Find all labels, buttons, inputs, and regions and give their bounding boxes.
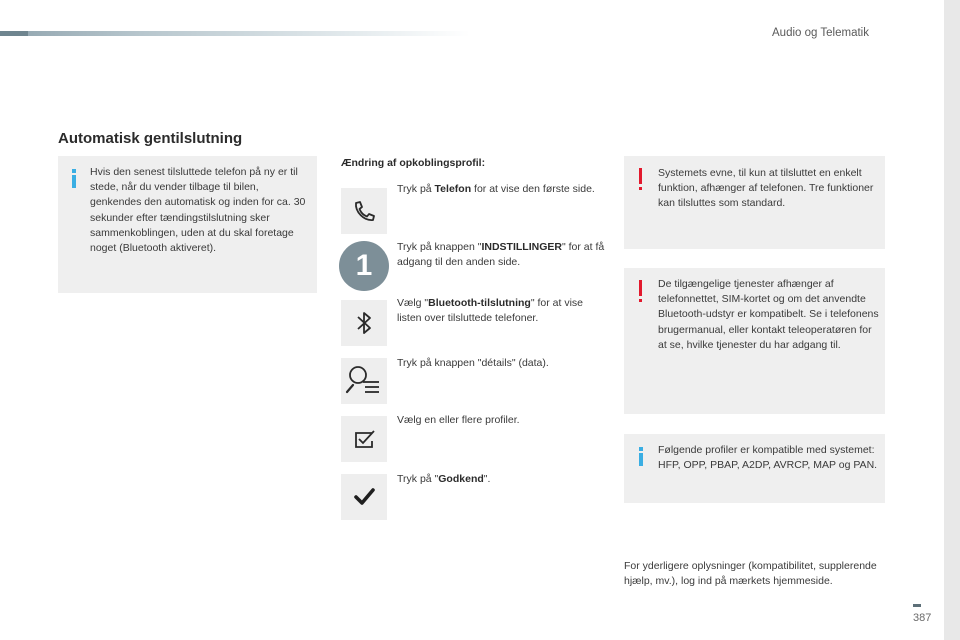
page-title: Automatisk gentilslutning xyxy=(58,130,243,147)
info-icon xyxy=(639,453,643,466)
info-box-left-text: Hvis den senest tilsluttede telefon på ny er til stede, når du vender tilbage til bilen, genkendes den automatisk og inden for ca. 30 sekunder efter tændingstilslutning sker sammenkoblingen, uden at du skal foretage noget (Bluetooth aktiveret). xyxy=(90,166,306,255)
step-2-text: Tryk på knappen "INDSTILLINGER" for at få adgang til den anden side. xyxy=(397,241,605,269)
sub-heading: Ændring af opkoblingsprofil: xyxy=(341,157,486,169)
top-accent-bar xyxy=(0,31,470,36)
step-number-badge: 1 xyxy=(339,241,389,291)
phone-handset-icon xyxy=(341,188,387,234)
info-icon xyxy=(72,175,76,188)
step-3-text: Vælg "Bluetooth-tilslutning" for at vise listen over tilsluttede telefoner. xyxy=(397,297,583,325)
warning-box-2-text: De tilgængelige tjenester afhænger af telefonnettet, SIM-kortet og om det anvendte Bluetooth-udstyr er kompatibelt. Se i telefonens brugermanual, eller kontakt teleoperatøren for at se, hvilke tjenester du har adgang til. xyxy=(658,278,879,351)
checkbox-icon xyxy=(341,416,387,462)
step-6-text: Tryk på "Godkend". xyxy=(397,473,491,485)
info-box-right xyxy=(624,434,885,503)
info-box-left xyxy=(58,156,317,293)
warning-icon xyxy=(639,280,642,296)
info-box-right-text: Følgende profiler er kompatible med systemet: HFP, OPP, PBAP, A2DP, AVRCP, MAP og PAN. xyxy=(658,444,878,472)
checkmark-icon xyxy=(341,474,387,520)
page-number: 387 xyxy=(913,612,932,624)
warning-box-1-text: Systemets evne, til kun at tilsluttet en enkelt funktion, afhænger af telefonen. Tre funktioner kan tilsluttes som standard. xyxy=(658,167,874,210)
top-accent-bar-dark xyxy=(0,31,28,36)
section-label: Audio og Telematik xyxy=(772,27,869,39)
warning-box-1 xyxy=(624,156,885,249)
step-4-text: Tryk på knappen "détails" (data). xyxy=(397,357,549,369)
bluetooth-icon xyxy=(341,300,387,346)
side-strip xyxy=(944,0,960,640)
footer-note: For yderligere oplysninger (kompatibilitet, supplerende hjælp, mv.), log ind på mærkets hjemmeside. xyxy=(624,560,877,588)
warning-box-2 xyxy=(624,268,885,414)
step-1-text: Tryk på Telefon for at vise den første side. xyxy=(397,183,595,195)
step-5-text: Vælg en eller flere profiler. xyxy=(397,414,520,426)
warning-icon xyxy=(639,168,642,184)
magnifier-list-icon xyxy=(341,358,387,404)
